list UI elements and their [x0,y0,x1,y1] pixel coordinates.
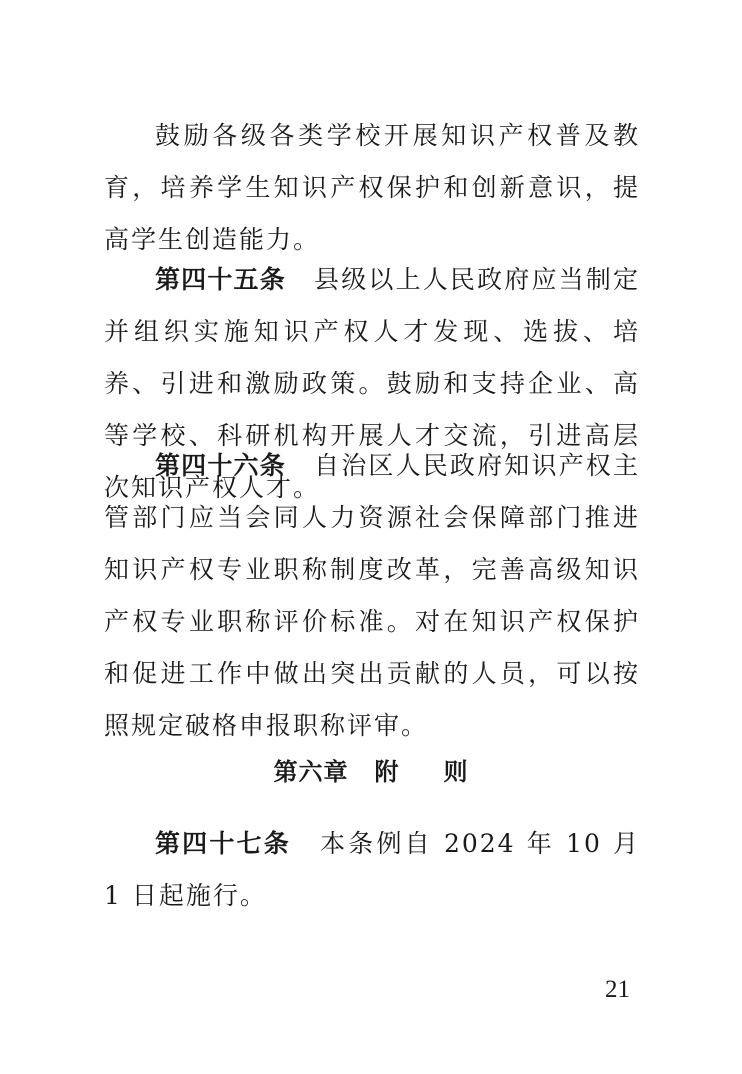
paragraph-education [104,110,640,266]
chapter-number: 第六章 [273,758,349,786]
article-number: 第四十六条 [155,451,286,480]
page-number: 21 [605,976,630,1003]
article-47 [104,818,640,922]
paragraph-text: 鼓励各级各类学校开展知识产权普及教育，培养学生知识产权保护和创新意识，提高学生创造能力。 [104,121,640,254]
chapter-title-part2: 则 [443,758,469,786]
chapter-heading [0,752,742,792]
article-text: 本条例自 2024 年 10 月 1 日起施行。 [104,829,640,910]
article-number: 第四十五条 [155,265,286,294]
article-text: 自治区人民政府知识产权主管部门应当会同人力资源社会保障部门推进知识产权专业职称制度改革，完善高级知识产权专业职称评价标准。对在知识产权保护和促进工作中做出突出贡献的人员，可以按照规定破格申报职称评审。 [104,451,640,740]
article-46 [104,440,640,752]
chapter-title-part1: 附 [374,758,400,786]
article-text: 县级以上人民政府应当制定并组织实施知识产权人才发现、选拔、培养、引进和激励政策。鼓励和支持企业、高等学校、科研机构开展人才交流，引进高层次知识产权人才。 [104,265,640,502]
article-number: 第四十七条 [155,829,291,858]
